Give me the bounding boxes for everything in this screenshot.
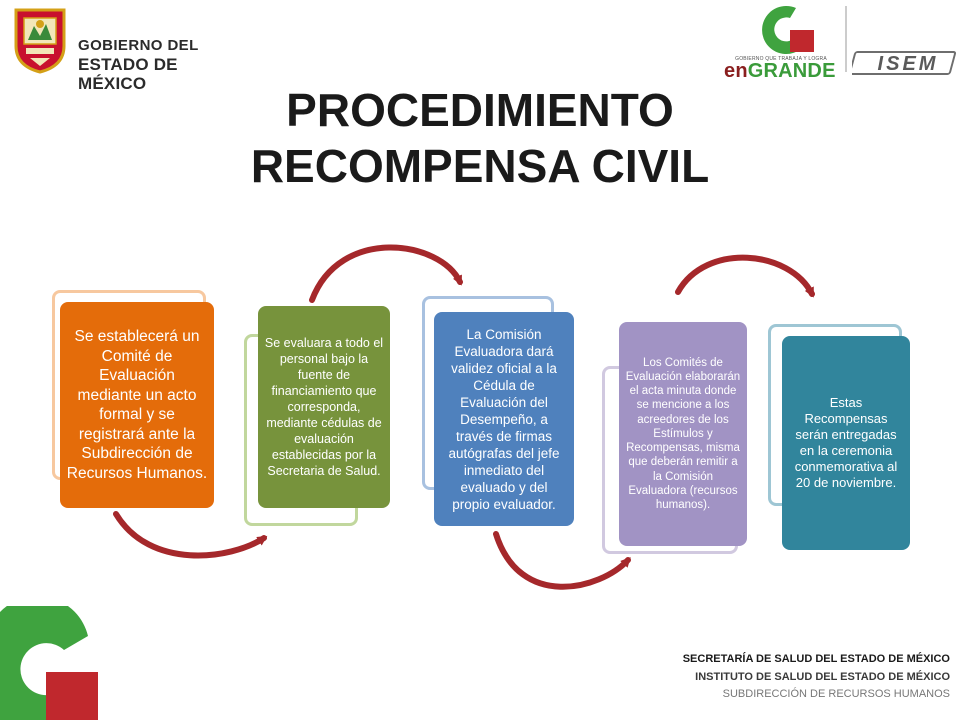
gov-logo-line2: ESTADO DE MÉXICO xyxy=(78,55,178,93)
state-coat-of-arms-icon xyxy=(10,6,70,74)
isem-logo xyxy=(852,50,960,76)
step4-card xyxy=(619,322,747,546)
engrande-tagline: GOBIERNO QUE TRABAJA Y LOGRA xyxy=(735,56,827,62)
step2-text: Se evaluara a todo el personal bajo la fuente de financiamiento que corresponda, mediante cédulas de evaluación establecidas por la Secretaria de Salud. xyxy=(264,336,384,478)
isem-logo-text: ISEM xyxy=(877,53,939,75)
gobierno-edomex-logo xyxy=(10,6,240,93)
title-line1: PROCEDIMIENTO xyxy=(286,84,674,136)
footer-line1: SECRETARÍA DE SALUD DEL ESTADO DE MÉXICO xyxy=(682,653,950,665)
step1-card xyxy=(60,302,214,508)
arrow-step2-to-step3 xyxy=(312,247,460,300)
step4-text: Los Comités de Evaluación elaborarán el acta minuta donde se mencione a los acreedores de los Estímulos y Recompensas, misma que deberán remitir a la Comisión Evaluadora (recursos humanos). xyxy=(625,356,741,511)
arrow-step4-to-step5 xyxy=(678,258,812,294)
engrande-wordmark xyxy=(724,60,834,83)
footer-line3: SUBDIRECCIÓN DE RECURSOS HUMANOS xyxy=(722,688,950,700)
step3-card xyxy=(434,312,574,526)
footer-line2: INSTITUTO DE SALUD DEL ESTADO DE MÉXICO xyxy=(695,670,950,683)
g-logo-icon xyxy=(756,2,816,54)
gov-logo-line1: GOBIERNO DEL xyxy=(78,37,199,54)
page-title xyxy=(0,82,960,194)
step5-card xyxy=(782,336,910,550)
step3-text: La Comisión Evaluadora dará validez oficial a la Cédula de Evaluación del Desempeño, a través de firmas autógrafas del jefe inmediato del evaluado y del propio evaluador. xyxy=(448,326,560,512)
engrande-logo xyxy=(722,2,838,80)
g-logo-large-icon xyxy=(0,606,106,720)
engrande-word-en: en xyxy=(724,60,748,82)
step5-text: Estas Recompensas serán entregadas en la ceremonia conmemorativa al 20 de noviembre. xyxy=(794,395,898,490)
engrande-word-grande: GRANDE xyxy=(747,60,836,82)
logo-divider xyxy=(845,6,847,72)
step2-card xyxy=(258,306,390,508)
title-line2: RECOMPENSA CIVIL xyxy=(250,140,710,192)
arrow-step1-to-step2 xyxy=(116,514,264,555)
footer-institution xyxy=(530,651,950,704)
step1-text: Se establecerá un Comité de Evaluación mediante un acto formal y se registrará ante la Subdirección de Recursos Humanos. xyxy=(66,328,208,482)
